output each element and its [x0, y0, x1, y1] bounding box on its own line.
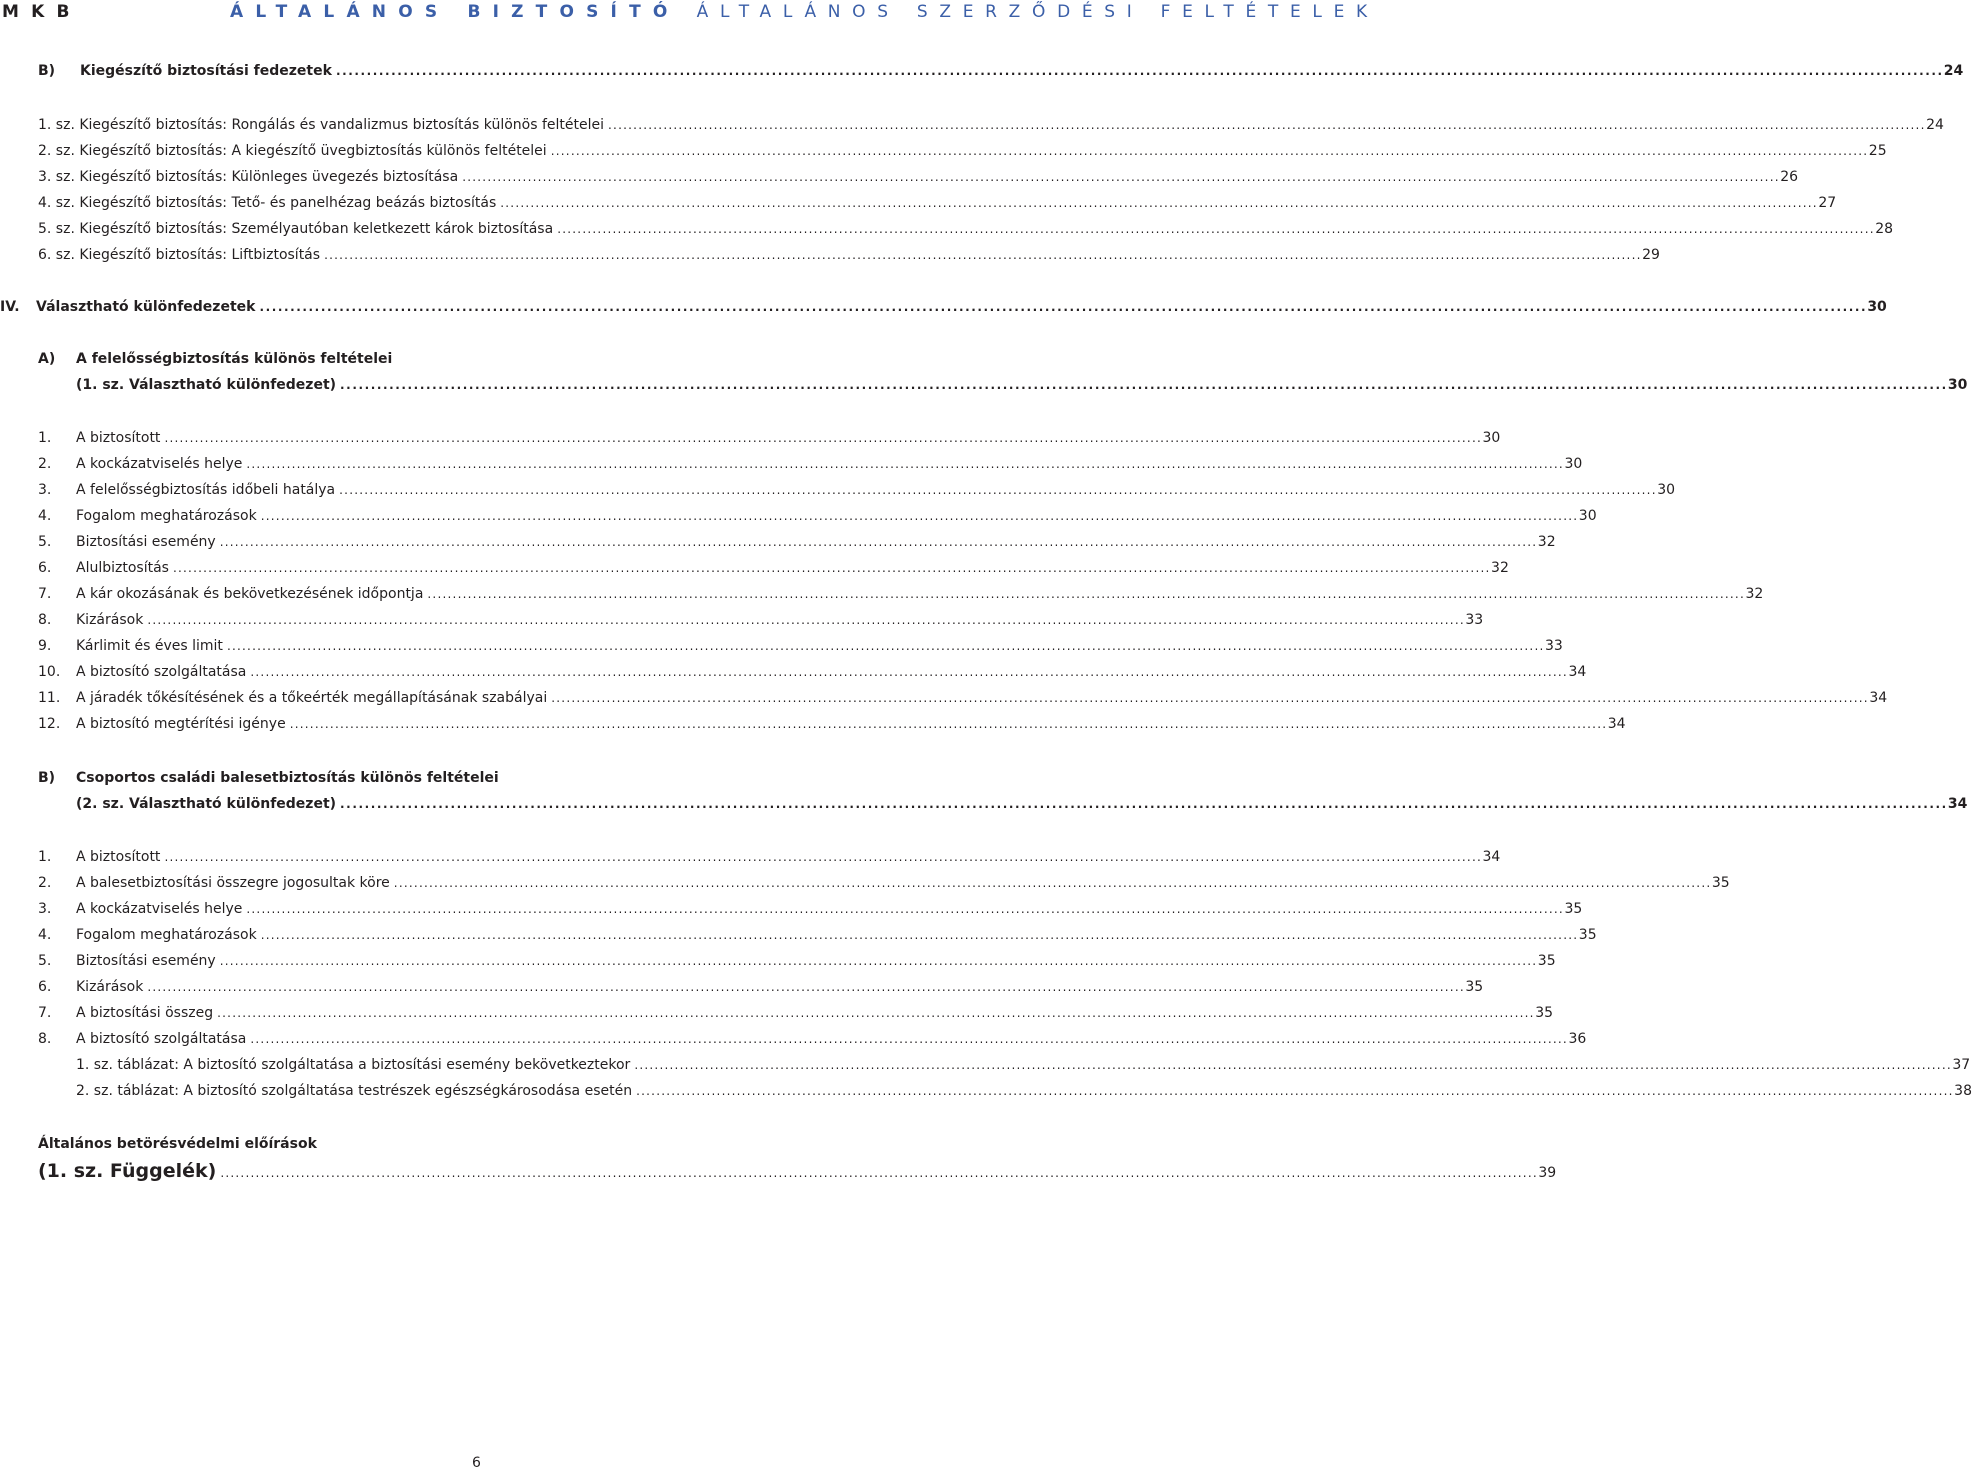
page-ref: 35	[1711, 875, 1730, 891]
entry-number: 8.	[38, 612, 52, 628]
subsection-title-line2: (2. sz. Választható különfedezet)	[76, 796, 337, 812]
entry-number: 6.	[38, 560, 52, 576]
toc-table-entry[interactable]	[76, 1054, 1971, 1076]
section-title: Választható különfedezetek	[36, 299, 256, 315]
page-ref: 24	[1943, 63, 1964, 79]
page-ref: 32	[1745, 586, 1764, 602]
entry-text: 1. sz. táblázat: A biztosító szolgáltatása a biztosítási esemény bekövetkeztekor	[76, 1057, 631, 1073]
entry-number: 2.	[38, 875, 52, 891]
page-ref: 34	[1482, 849, 1501, 865]
section-title: Kiegészítő biztosítási fedezetek	[80, 63, 332, 79]
toc-entry[interactable]	[38, 453, 1583, 475]
entry-number: 8.	[38, 1031, 52, 1047]
toc-section-iv[interactable]	[0, 296, 1887, 318]
entry-text: A biztosító szolgáltatása	[76, 664, 247, 680]
entry-number: 7.	[38, 586, 52, 602]
entry-text: A biztosítási összeg	[76, 1005, 214, 1021]
entry-text: A balesetbiztosítási összegre jogosultak köre	[76, 875, 390, 891]
entry-number: 3.	[38, 482, 52, 498]
page-ref: 27	[1818, 195, 1837, 211]
section-label: B)	[38, 63, 56, 79]
page-number: 6	[472, 1455, 481, 1471]
toc-entry[interactable]	[38, 713, 1626, 735]
leader-dots	[462, 166, 1777, 188]
leader-dots	[220, 950, 1535, 972]
page-ref: 30	[1867, 299, 1887, 315]
entry-number: 4.	[38, 508, 52, 524]
leader-dots	[164, 846, 1479, 868]
toc-appendix[interactable]	[38, 1158, 1557, 1184]
toc-entry[interactable]	[38, 635, 1563, 657]
page-ref: 30	[1578, 508, 1597, 524]
page-ref: 28	[1875, 221, 1894, 237]
entry-text: Biztosítási esemény	[76, 534, 216, 550]
leader-dots	[246, 898, 1561, 920]
toc-entry[interactable]	[38, 531, 1556, 553]
entry-number: 5.	[38, 534, 52, 550]
toc-subsection-a[interactable]	[76, 374, 1968, 396]
entry-number: 4.	[38, 927, 52, 943]
leader-dots	[636, 1080, 1951, 1102]
toc-entry[interactable]	[38, 872, 1730, 894]
entry-number: 5.	[38, 953, 52, 969]
toc-entry[interactable]	[38, 479, 1676, 501]
toc-subsection-b[interactable]	[76, 793, 1968, 815]
toc-entry[interactable]	[38, 924, 1597, 946]
page-ref: 32	[1491, 560, 1509, 576]
entry-text: 6. sz. Kiegészítő biztosítás: Liftbiztosítás	[38, 247, 321, 263]
page-ref: 35	[1535, 1005, 1554, 1021]
toc-entry[interactable]	[38, 950, 1556, 972]
entry-text: Biztosítási esemény	[76, 953, 216, 969]
toc-entry[interactable]	[38, 244, 1660, 266]
toc-entry[interactable]	[38, 1002, 1554, 1024]
page-ref: 30	[1657, 482, 1676, 498]
entry-text: A kockázatviselés helye	[76, 901, 243, 917]
leader-dots	[259, 296, 1864, 318]
leader-dots	[340, 793, 1945, 815]
leader-dots	[500, 192, 1815, 214]
leader-dots	[608, 114, 1923, 136]
entry-number: 3.	[38, 901, 52, 917]
header-title-bold: ÁLTALÁNOS BIZTOSÍTÓ	[230, 2, 680, 22]
entry-text: 3. sz. Kiegészítő biztosítás: Különleges üvegezés biztosítása	[38, 169, 459, 185]
leader-dots	[340, 374, 1945, 396]
subsection-b-label: B)	[38, 770, 56, 786]
leader-dots	[394, 872, 1709, 894]
toc-entry[interactable]	[38, 583, 1764, 605]
page-ref: 30	[1482, 430, 1501, 446]
leader-dots	[227, 635, 1542, 657]
page-ref: 35	[1578, 927, 1597, 943]
entry-text: Kárlimit és éves limit	[76, 638, 223, 654]
page-ref: 30	[1564, 456, 1583, 472]
leader-dots	[290, 713, 1605, 735]
leader-dots	[246, 453, 1561, 475]
page-ref: 30	[1947, 377, 1968, 393]
page-ref: 38	[1954, 1083, 1972, 1099]
page-ref: 37	[1952, 1057, 1971, 1073]
toc-entry[interactable]	[38, 505, 1597, 527]
appendix-title: Általános betörésvédelmi előírások	[38, 1136, 317, 1152]
entry-text: Kizárások	[76, 979, 144, 995]
entry-text: 1. sz. Kiegészítő biztosítás: Rongálás és vandalizmus biztosítás különös feltételei	[38, 117, 605, 133]
page-ref: 26	[1780, 169, 1799, 185]
page-ref: 29	[1642, 247, 1660, 263]
leader-dots	[220, 531, 1535, 553]
leader-dots	[557, 218, 1872, 240]
leader-dots	[217, 1002, 1532, 1024]
toc-entry[interactable]	[38, 140, 1887, 162]
page-ref: 34	[1869, 690, 1888, 706]
leader-dots	[147, 609, 1462, 631]
toc-entry[interactable]	[38, 114, 1944, 136]
page-ref: 25	[1868, 143, 1887, 159]
toc-entry[interactable]	[38, 609, 1484, 631]
leader-dots	[173, 557, 1488, 579]
toc-section-b[interactable]	[38, 60, 1964, 82]
entry-text: A felelősségbiztosítás időbeli hatálya	[76, 482, 336, 498]
toc-entry[interactable]	[38, 976, 1484, 998]
entry-number: 7.	[38, 1005, 52, 1021]
entry-text: A biztosított	[76, 849, 161, 865]
toc-entry[interactable]	[38, 192, 1837, 214]
leader-dots	[147, 976, 1462, 998]
subsection-b-title: Csoportos családi balesetbiztosítás különös feltételei	[76, 770, 499, 786]
entry-text: 2. sz. táblázat: A biztosító szolgáltatása testrészek egészségkárosodása esetén	[76, 1083, 633, 1099]
entry-number: 10.	[38, 664, 61, 680]
entry-number: 9.	[38, 638, 52, 654]
entry-number: 6.	[38, 979, 52, 995]
toc-entry[interactable]	[38, 427, 1501, 449]
entry-number: 11.	[38, 690, 61, 706]
appendix-title-line2: (1. sz. Függelék)	[38, 1160, 217, 1182]
entry-text: 5. sz. Kiegészítő biztosítás: Személyautóban keletkezett károk biztosítása	[38, 221, 554, 237]
leader-dots	[261, 924, 1576, 946]
entry-text: 2. sz. Kiegészítő biztosítás: A kiegészítő üvegbiztosítás különös feltételei	[38, 143, 547, 159]
leader-dots	[427, 583, 1742, 605]
section-label: IV.	[0, 299, 20, 315]
page-ref: 35	[1465, 979, 1484, 995]
toc-entry[interactable]	[38, 898, 1583, 920]
entry-number: 2.	[38, 456, 52, 472]
page-ref: 36	[1568, 1031, 1587, 1047]
leader-dots	[250, 1028, 1565, 1050]
leader-dots	[220, 1160, 1535, 1186]
page-ref: 39	[1538, 1165, 1557, 1181]
toc-entry[interactable]	[38, 218, 1894, 240]
entry-text: A kockázatviselés helye	[76, 456, 243, 472]
entry-text: Alulbiztosítás	[76, 560, 169, 576]
toc-entry[interactable]	[38, 557, 1509, 579]
leader-dots	[336, 60, 1941, 82]
entry-text: A járadék tőkésítésének és a tőkeérték megállapításának szabályai	[76, 690, 548, 706]
toc-entry[interactable]	[38, 661, 1587, 683]
entry-text: Fogalom meghatározások	[76, 927, 257, 943]
page-ref: 34	[1947, 796, 1968, 812]
leader-dots	[339, 479, 1654, 501]
entry-text: A biztosító szolgáltatása	[76, 1031, 247, 1047]
leader-dots	[250, 661, 1565, 683]
page-ref: 35	[1537, 953, 1556, 969]
leader-dots	[551, 140, 1866, 162]
page-ref: 34	[1607, 716, 1626, 732]
entry-number: 12.	[38, 716, 61, 732]
entry-text: A kár okozásának és bekövetkezésének időpontja	[76, 586, 424, 602]
subsection-a-label: A)	[38, 351, 56, 367]
header-title-regular: ÁLTALÁNOS SZERZŐDÉSI FELTÉTELEK	[696, 2, 1379, 22]
toc-entry[interactable]	[38, 687, 1888, 709]
entry-text: A biztosított	[76, 430, 161, 446]
leader-dots	[164, 427, 1479, 449]
page-ref: 34	[1568, 664, 1587, 680]
header-brand: MKB	[2, 2, 82, 22]
page-ref: 32	[1537, 534, 1556, 550]
toc-table-entry[interactable]	[76, 1080, 1972, 1102]
page-ref: 33	[1545, 638, 1563, 654]
leader-dots	[551, 687, 1866, 709]
subsection-a-title: A felelősségbiztosítás különös feltételei	[76, 351, 393, 367]
entry-text: A biztosító megtérítési igénye	[76, 716, 286, 732]
subsection-title-line2: (1. sz. Választható különfedezet)	[76, 377, 337, 393]
entry-text: Kizárások	[76, 612, 144, 628]
entry-number: 1.	[38, 849, 52, 865]
leader-dots	[634, 1054, 1949, 1076]
toc-entry[interactable]	[38, 846, 1501, 868]
page-ref: 33	[1465, 612, 1484, 628]
leader-dots	[261, 505, 1576, 527]
entry-text: 4. sz. Kiegészítő biztosítás: Tető- és panelhézag beázás biztosítás	[38, 195, 497, 211]
page-ref: 24	[1926, 117, 1944, 133]
toc-entry[interactable]	[38, 166, 1799, 188]
toc-entry[interactable]	[38, 1028, 1587, 1050]
entry-text: Fogalom meghatározások	[76, 508, 257, 524]
page-ref: 35	[1564, 901, 1583, 917]
leader-dots	[324, 244, 1639, 266]
entry-number: 1.	[38, 430, 52, 446]
